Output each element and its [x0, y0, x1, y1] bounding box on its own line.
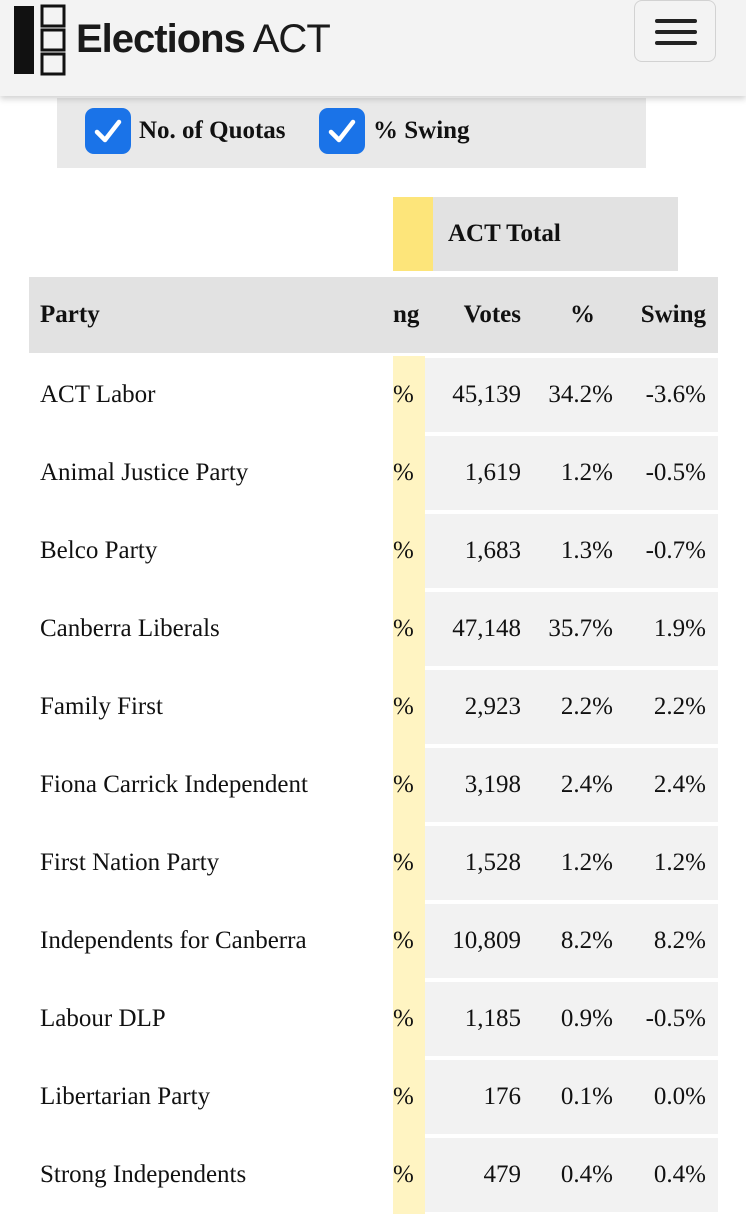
- table-row: [29, 1058, 718, 1136]
- votes-cell: 45,139: [452, 381, 521, 408]
- table-row: [29, 668, 718, 746]
- partial-swing-cell: %: [393, 590, 425, 668]
- table-row: [29, 1136, 718, 1214]
- ballot-boxes-icon[interactable]: [12, 4, 68, 76]
- checkbox-checked-icon[interactable]: [319, 108, 365, 154]
- quotas-label: No. of Quotas: [139, 117, 286, 144]
- votes-cell: 2,923: [464, 693, 521, 720]
- swing-cell: 0.4%: [653, 1161, 706, 1188]
- col-percent[interactable]: %: [570, 301, 595, 328]
- percent-cell: 1.3%: [560, 537, 613, 564]
- table-row: [29, 512, 718, 590]
- partial-swing-cell: %: [393, 434, 425, 512]
- col-swing[interactable]: Swing: [640, 301, 706, 328]
- table-row: [29, 902, 718, 980]
- col-votes[interactable]: Votes: [463, 301, 521, 328]
- site-header: [0, 0, 746, 96]
- swing-cell: 0.0%: [653, 1083, 706, 1110]
- swing-cell: 2.4%: [653, 771, 706, 798]
- votes-cell: 479: [483, 1161, 521, 1188]
- col-party[interactable]: Party: [40, 301, 100, 328]
- votes-cell: 1,619: [464, 459, 521, 486]
- display-options: [57, 98, 646, 168]
- table-row: [29, 824, 718, 902]
- partial-swing-cell: %: [393, 1058, 425, 1136]
- partial-swing-cell: %: [393, 668, 425, 746]
- party-name[interactable]: First Nation Party: [40, 849, 220, 876]
- percent-cell: 8.2%: [560, 927, 613, 954]
- swing-cell: -3.6%: [645, 381, 706, 408]
- votes-cell: 1,185: [464, 1005, 521, 1032]
- partial-swing-cell: %: [393, 902, 425, 980]
- swing-cell: 8.2%: [653, 927, 706, 954]
- swing-cell: -0.7%: [645, 537, 706, 564]
- col-partial-swing[interactable]: ng: [393, 301, 420, 328]
- percent-cell: 0.9%: [560, 1005, 613, 1032]
- partial-swing-cell: %: [393, 356, 425, 434]
- party-name[interactable]: Belco Party: [40, 537, 158, 564]
- percent-cell: 1.2%: [560, 459, 613, 486]
- party-name[interactable]: Independents for Canberra: [40, 927, 307, 954]
- swing-cell: 1.2%: [653, 849, 706, 876]
- group-title: ACT Total: [448, 220, 561, 247]
- party-name[interactable]: Animal Justice Party: [40, 459, 249, 486]
- percent-cell: 0.4%: [560, 1161, 613, 1188]
- quotas-toggle[interactable]: [85, 108, 286, 154]
- partial-swing-cell: %: [393, 824, 425, 902]
- votes-cell: 1,683: [464, 537, 521, 564]
- party-name[interactable]: Libertarian Party: [40, 1083, 211, 1110]
- votes-cell: 47,148: [452, 615, 521, 642]
- percent-cell: 34.2%: [548, 381, 613, 408]
- votes-cell: 10,809: [452, 927, 521, 954]
- party-name[interactable]: Canberra Liberals: [40, 615, 220, 642]
- percent-cell: 0.1%: [560, 1083, 613, 1110]
- swing-cell: 2.2%: [653, 693, 706, 720]
- hamburger-icon: [655, 19, 697, 23]
- party-name[interactable]: Family First: [40, 693, 163, 720]
- party-name[interactable]: Strong Independents: [40, 1161, 247, 1188]
- votes-cell: 3,198: [464, 771, 521, 798]
- results-table-body: [29, 356, 718, 1214]
- partial-swing-cell: %: [393, 980, 425, 1058]
- swing-label: % Swing: [373, 117, 470, 144]
- partial-swing-cell: %: [393, 512, 425, 590]
- votes-cell: 1,528: [464, 849, 521, 876]
- percent-cell: 35.7%: [548, 615, 613, 642]
- previous-group-edge: [393, 197, 433, 271]
- partial-swing-cell: %: [393, 746, 425, 824]
- votes-cell: 176: [483, 1083, 521, 1110]
- swing-cell: 1.9%: [653, 615, 706, 642]
- party-name[interactable]: Fiona Carrick Independent: [40, 771, 308, 798]
- menu-button[interactable]: [634, 0, 716, 62]
- swing-cell: -0.5%: [645, 1005, 706, 1032]
- partial-swing-cell: %: [393, 1136, 425, 1214]
- column-headers: [29, 277, 718, 353]
- party-name[interactable]: Labour DLP: [40, 1005, 166, 1032]
- table-row: [29, 434, 718, 512]
- group-header-act-total: [393, 197, 678, 271]
- percent-cell: 1.2%: [560, 849, 613, 876]
- table-row: [29, 590, 718, 668]
- party-name[interactable]: ACT Labor: [40, 381, 156, 408]
- table-row: [29, 980, 718, 1058]
- swing-cell: -0.5%: [645, 459, 706, 486]
- percent-cell: 2.2%: [560, 693, 613, 720]
- table-row: [29, 356, 718, 434]
- percent-cell: 2.4%: [560, 771, 613, 798]
- checkbox-checked-icon[interactable]: [85, 108, 131, 154]
- site-logo[interactable]: Elections ACT: [76, 17, 330, 61]
- swing-toggle[interactable]: [319, 108, 470, 154]
- table-row: [29, 746, 718, 824]
